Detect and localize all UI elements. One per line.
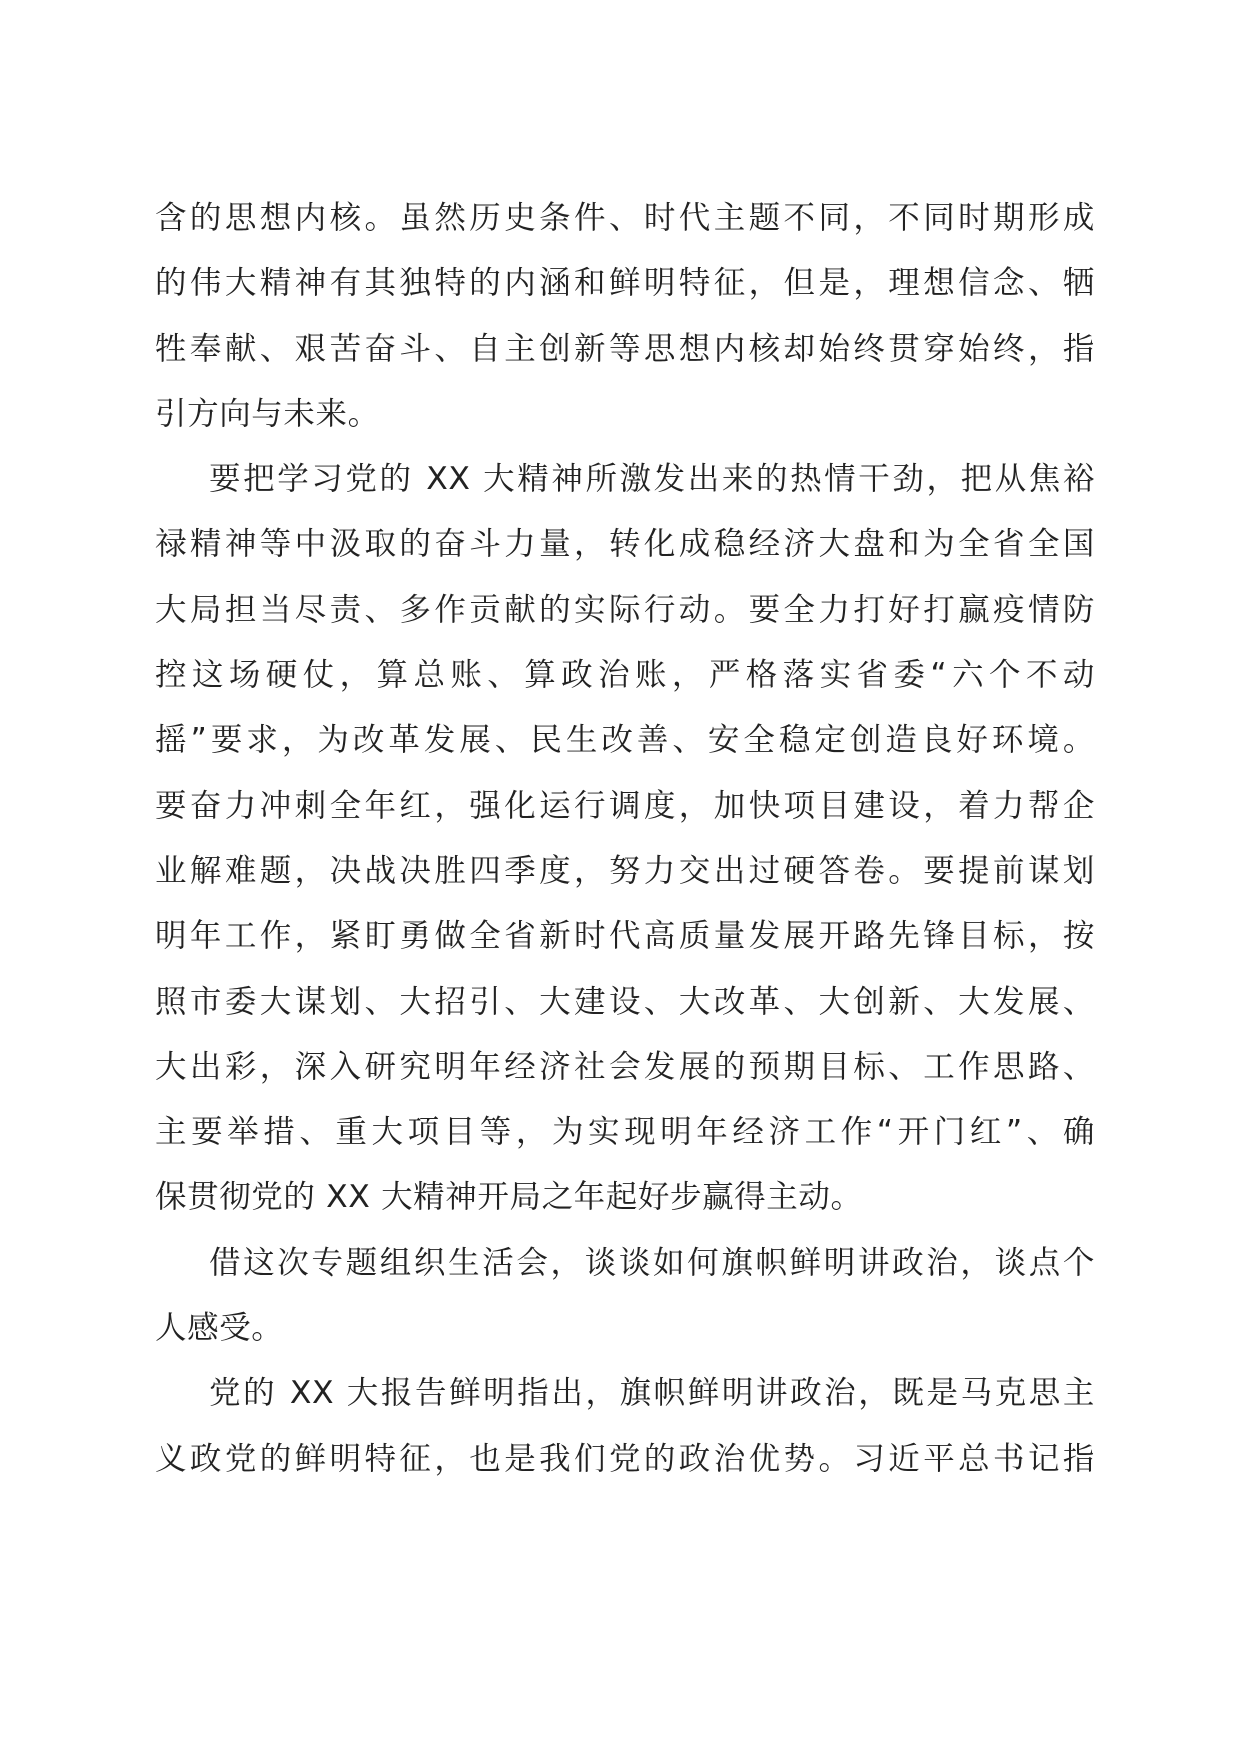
text-line: 照市委大谋划、大招引、大建设、大改革、大创新、大发展、 xyxy=(155,983,1095,1020)
text-line: 明年工作，紧盯勇做全省新时代高质量发展开路先锋目标，按 xyxy=(155,918,1095,955)
text-line: 大出彩，深入研究明年经济社会发展的预期目标、工作思路、 xyxy=(155,1048,1095,1085)
paragraph-1 xyxy=(155,186,1095,447)
text-line: 引方向与未来。 xyxy=(155,395,380,432)
text-line: 禄精神等中汲取的奋斗力量，转化成稳经济大盘和为全省全国 xyxy=(155,526,1095,563)
text-line: 要奋力冲刺全年红，强化运行调度，加快项目建设，着力帮企 xyxy=(155,787,1095,824)
text-line: 保贯彻党的 XX 大精神开局之年起好步赢得主动。 xyxy=(155,1179,863,1216)
document-body xyxy=(155,186,1095,1492)
text-line: 主要举措、重大项目等，为实现明年经济工作“开门红”、确 xyxy=(155,1114,1095,1151)
text-line: 牲奉献、艰苦奋斗、自主创新等思想内核却始终贯穿始终，指 xyxy=(155,330,1095,367)
text-line: 借这次专题组织生活会，谈谈如何旗帜鲜明讲政治，谈点个 xyxy=(209,1244,1095,1281)
text-line: 大局担当尽责、多作贡献的实际行动。要全力打好打赢疫情防 xyxy=(155,591,1095,628)
text-line: 要把学习党的 XX 大精神所激发出来的热情干劲，把从焦裕 xyxy=(209,461,1095,498)
paragraph-4 xyxy=(155,1361,1095,1492)
paragraph-3 xyxy=(155,1231,1095,1362)
text-line: 人感受。 xyxy=(155,1310,284,1347)
text-line: 党的 XX 大报告鲜明指出，旗帜鲜明讲政治，既是马克思主 xyxy=(209,1375,1095,1412)
text-line: 控这场硬仗，算总账、算政治账，严格落实省委“六个不动 xyxy=(155,657,1095,694)
text-line: 业解难题，决战决胜四季度，努力交出过硬答卷。要提前谋划 xyxy=(155,852,1095,889)
text-line: 含的思想内核。虽然历史条件、时代主题不同，不同时期形成 xyxy=(155,200,1095,236)
text-line: 的伟大精神有其独特的内涵和鲜明特征，但是，理想信念、牺 xyxy=(155,265,1095,302)
paragraph-2 xyxy=(155,447,1095,1231)
text-line: 义政党的鲜明特征，也是我们党的政治优势。习近平总书记指 xyxy=(155,1440,1095,1477)
text-line: 摇”要求，为改革发展、民生改善、安全稳定创造良好环境。 xyxy=(155,722,1095,759)
